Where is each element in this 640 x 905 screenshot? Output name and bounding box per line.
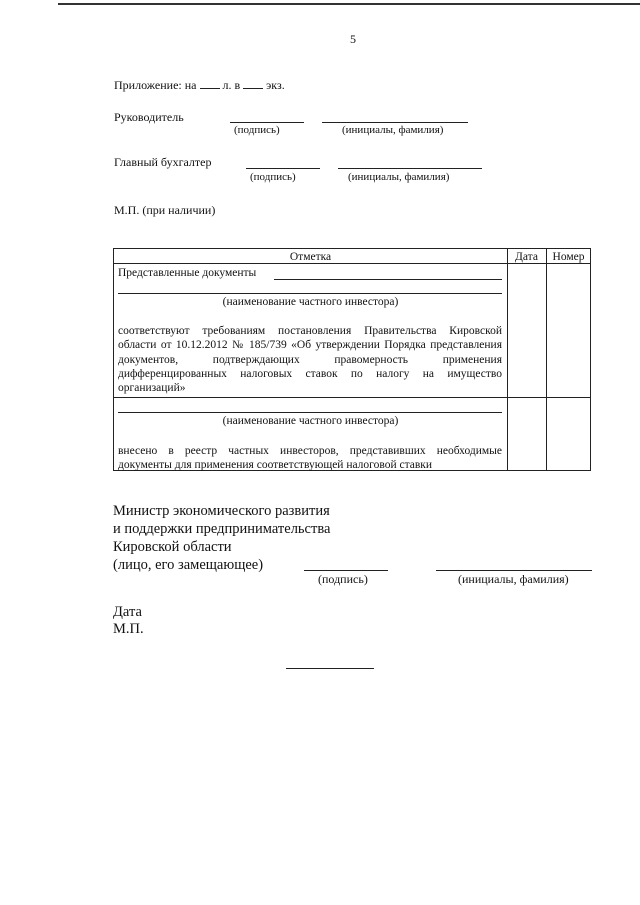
minister-line-2: и поддержки предпринимательства: [113, 521, 331, 537]
minister-name-caption: (инициалы, фамилия): [458, 572, 569, 586]
minister-line-4: (лицо, его замещающее): [113, 557, 264, 573]
registry-text: внесено в реестр частных инвесторов, представивших необходимые документы для применения соответствующей налоговой ставки: [118, 445, 502, 472]
minister-name-line: [436, 570, 592, 571]
compliance-text: соответствуют требованиям постановления Правительства Кировской области от 10.12.2012 № 185/739 «Об утверждении Порядка представления документов, подтверждающих правомерность применения дифференцированных налоговых ставок по налогу на имущество организаций»: [118, 325, 502, 395]
attachment-line: [114, 78, 285, 93]
accountant-sign-line: [246, 168, 320, 169]
investor-name-line-2: [118, 412, 502, 413]
date-column-divider: [507, 249, 508, 470]
section-divider: [114, 397, 590, 398]
head-sign-caption: (подпись): [234, 124, 280, 136]
end-of-document-line: [286, 668, 374, 669]
submitted-docs-label: Представленные документы: [118, 267, 257, 279]
attachment-prefix: Приложение: на: [114, 78, 197, 92]
head-sign-line: [230, 122, 304, 123]
page-number: 5: [350, 32, 356, 46]
footer-date-label: Дата: [113, 604, 142, 620]
minister-line-1: Министр экономического развития: [113, 503, 330, 519]
number-column-divider: [546, 249, 547, 470]
investor-caption-1: (наименование частного инвестора): [222, 296, 399, 308]
header-mark: Отметка: [289, 251, 332, 263]
head-name-line: [322, 122, 468, 123]
sheets-blank: [200, 78, 220, 89]
head-name-caption: (инициалы, фамилия): [342, 124, 444, 136]
chief-accountant-label: Главный бухгалтер: [114, 155, 212, 169]
header-number: Номер: [552, 251, 585, 263]
investor-name-line-1: [118, 293, 502, 294]
top-border-line: [58, 3, 640, 5]
copies-blank: [243, 78, 263, 89]
header-date: Дата: [515, 251, 538, 263]
attachment-mid: л. в: [222, 78, 241, 92]
head-label: Руководитель: [114, 110, 184, 124]
stamp-note: М.П. (при наличии): [114, 203, 216, 217]
minister-sign-caption: (подпись): [318, 572, 368, 586]
submitted-docs-line: [274, 279, 502, 280]
minister-line-3: Кировской области: [113, 539, 232, 555]
accountant-name-line: [338, 168, 482, 169]
accountant-name-caption: (инициалы, фамилия): [348, 171, 450, 183]
investor-caption-2: (наименование частного инвестора): [222, 415, 399, 427]
attachment-suffix: экз.: [266, 78, 285, 92]
footer-stamp-label: М.П.: [113, 621, 144, 637]
minister-sign-line: [304, 570, 388, 571]
mark-table: [113, 248, 591, 471]
accountant-sign-caption: (подпись): [250, 171, 296, 183]
